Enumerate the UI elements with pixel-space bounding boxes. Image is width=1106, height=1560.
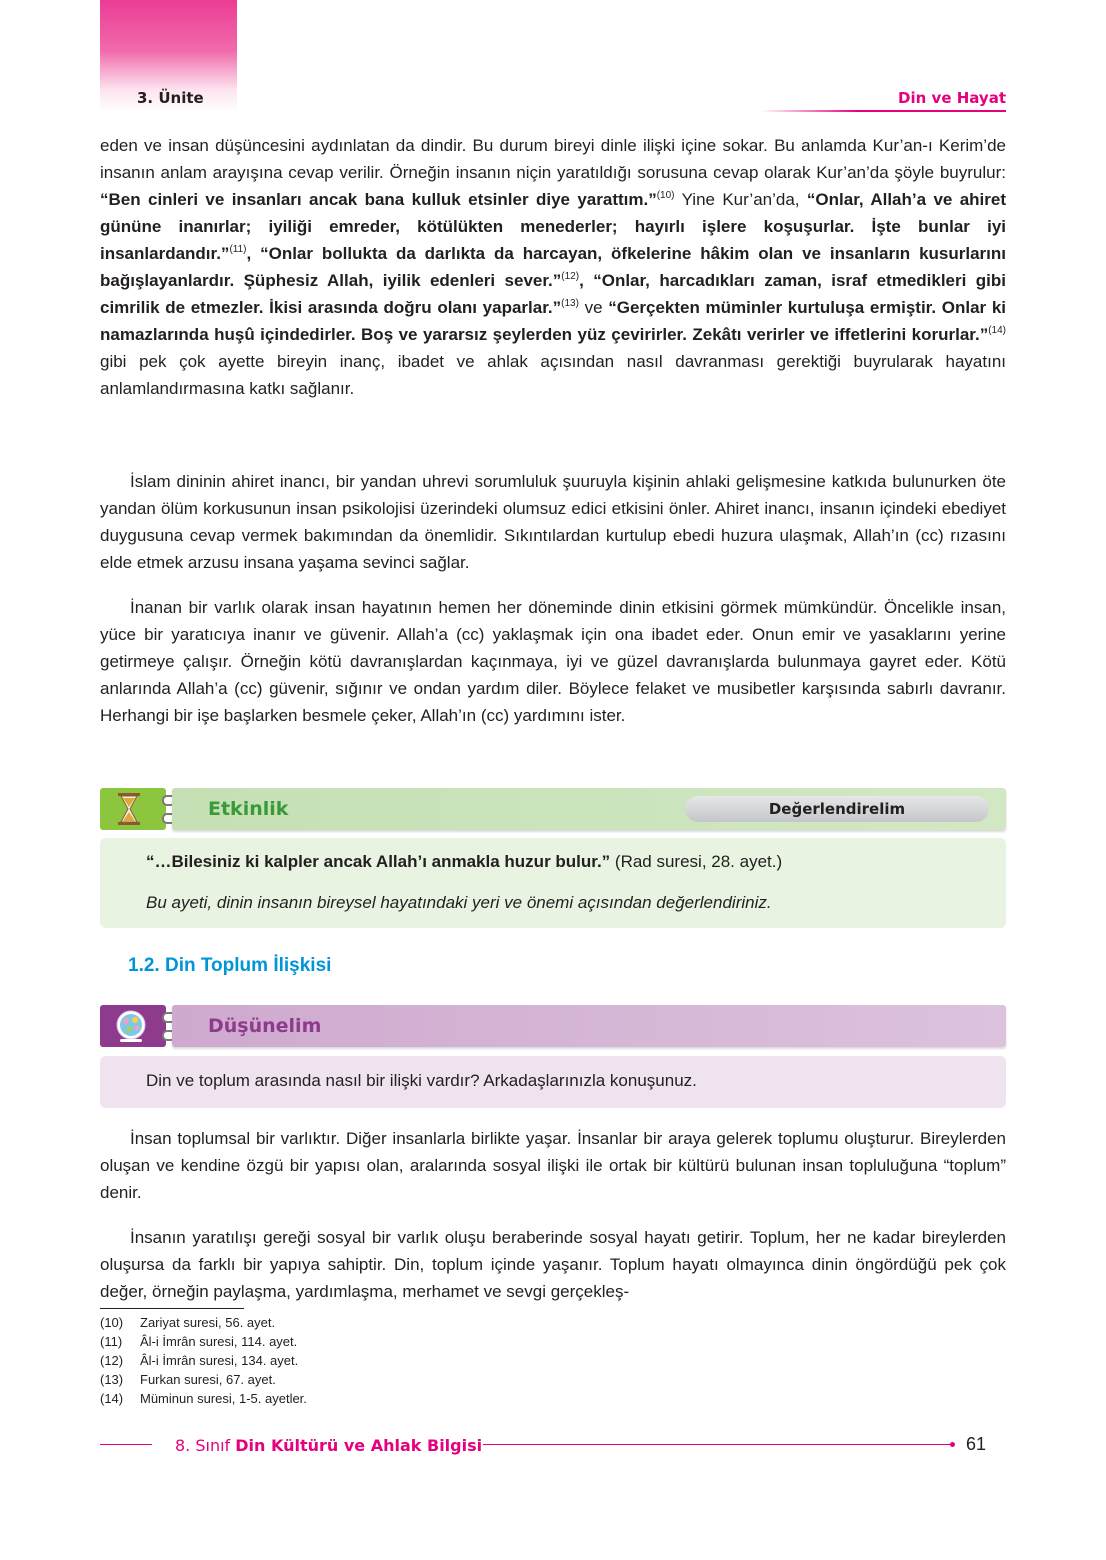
footnote-ref: (12) xyxy=(561,271,580,282)
think-header xyxy=(100,1003,1006,1049)
paragraph-1 xyxy=(100,132,1006,402)
activity-task: Bu ayeti, dinin insanın bireysel hayatındaki yeri ve önemi açısından değerlendiriniz. xyxy=(146,893,772,912)
think-question: Din ve toplum arasında nasıl bir ilişki vardır? Arkadaşlarınızla konuşunuz. xyxy=(146,1071,697,1090)
footnote-ref: (14) xyxy=(988,325,1006,336)
footnote xyxy=(100,1389,307,1408)
activity-quote xyxy=(146,852,782,872)
footnote-number: (11) xyxy=(100,1334,123,1349)
footnote-number: (12) xyxy=(100,1353,124,1368)
page-number: 61 xyxy=(966,1434,987,1454)
paragraph-2: İslam dininin ahiret inancı, bir yandan uhrevi sorumluluk şuuruyla kişinin ahlaki gelişmesine katkıda bulunurken öte yandan ölüm korkusunun insan psikolojisi üzerindeki olumsuz edici etkisini önler. Ahiret inancı, insanın içindeki ebediyet duygusuna cevap vermek bakımından da önemlidir. Sıkıntılardan kurtulup ebedi huzura ulaşmak, Allah’ın (cc) rızasını elde etmek arzusu insana yaşama sevinci sağlar. xyxy=(100,472,1006,572)
footer-book-title xyxy=(175,1436,482,1455)
text: gibi pek çok ayette bireyin inanç, ibadet ve ahlak açısından nasıl davranması gerektiği buyrularak hayatını anlamlandırmasına katkı sağlanır. xyxy=(100,352,1006,398)
footnote-text: Âl-i İmrân suresi, 114. ayet. xyxy=(140,1334,298,1349)
paragraph-4: İnsan toplumsal bir varlıktır. Diğer insanlarla birlikte yaşar. İnsanlar bir araya gelerek toplumu oluşturur. Bireylerden oluşan ve kendine özgü bir yapısı olan, aralarında sosyal ilişki ile ortak bir kültürü bulunan insan topluluğuna “toplum” denir. xyxy=(100,1129,1006,1202)
footnote-rule xyxy=(100,1308,244,1309)
footnote-number: (13) xyxy=(100,1372,124,1387)
activity-body xyxy=(100,838,1006,928)
activity-icon-box xyxy=(100,788,166,830)
verse: , “Onlar, harcadıkları zaman, israf etmedikleri gibi cimrilik de etmezler. İkisi arasında doğru olanı yaparlar.” xyxy=(100,271,1006,317)
brain-globe-icon xyxy=(100,1005,166,1047)
footer-grade: 8. Sınıf xyxy=(175,1436,236,1455)
footnote xyxy=(100,1351,307,1370)
footer-rule-left xyxy=(100,1444,152,1445)
footer-rule-right xyxy=(483,1444,953,1445)
footer-book: Din Kültürü ve Ahlak Bilgisi xyxy=(235,1436,483,1455)
footer-dot xyxy=(950,1442,955,1447)
activity-header xyxy=(100,786,1006,832)
verse: “Onlar, Allah’a ve ahiret gününe inanırlar; iyiliği emreder, kötülükten menederler; hayırlı işlere koşuşurlar. İşte bunlar iyi insanlardandır.” xyxy=(100,190,1007,263)
activity-type-pill: Değerlendirelim xyxy=(685,796,989,822)
section-heading: 1.2. Din Toplum İlişkisi xyxy=(128,955,332,976)
footnote-number: (14) xyxy=(100,1391,124,1406)
paragraph-3: İnanan bir varlık olarak insan hayatının hemen her döneminde dinin etkisini görmek mümkündür. Öncelikle insan, yüce bir yaratıcıya inanır ve güvenir. Allah’a (cc) yaklaşmak için ona ibadet eder. Onun emir ve yasaklarını yerine getirmeye çalışır. Örneğin kötü davranışlardan kaçınmaya, iyi ve güzel davranışlarda bulunmaya gayret eder. Kötü anlarında Allah’a (cc) güvenir, sığınır ve ondan yardım diler. Böylece felaket ve musibetler karşısında sabırlı davranır. Herhangi bir işe başlarken besmele çeker, Allah’ın (cc) yardımını ister. xyxy=(100,598,1006,725)
footnote-ref: (11) xyxy=(229,244,247,255)
text: ve xyxy=(578,298,609,317)
footnote-text: Zariyat suresi, 56. ayet. xyxy=(140,1315,276,1330)
verse-reference: (Rad suresi, 28. ayet.) xyxy=(610,852,783,871)
hourglass-icon xyxy=(100,788,166,830)
think-body xyxy=(100,1056,1006,1108)
text: Yine Kur’an’da, xyxy=(674,190,807,209)
footnote xyxy=(100,1332,307,1351)
footnote-text: Müminun suresi, 1-5. ayetler. xyxy=(140,1391,307,1406)
footnote-text: Âl-i İmrân suresi, 134. ayet. xyxy=(140,1353,299,1368)
activity-label: Etkinlik xyxy=(208,798,289,820)
footnote xyxy=(100,1370,307,1389)
footnote-text: Furkan suresi, 67. ayet. xyxy=(140,1372,276,1387)
think-label: Düşünelim xyxy=(208,1015,322,1037)
text: eden ve insan düşüncesini aydınlatan da dindir. Bu durum bireyi dinle ilişki içine sokar. Bu anlamda Kur’an-ı Kerim’de insanın anlam arayışına cevap verilir. Örneğin insanın niçin yaratıldığı sorusuna cevap olarak Kur’an’da şöyle buyrulur: xyxy=(100,136,1006,182)
header-rule xyxy=(760,110,1006,112)
footnote-ref: (13) xyxy=(561,298,579,309)
footnote xyxy=(100,1313,307,1332)
verse: “Ben cinleri ve insanları ancak bana kulluk etsinler diye yarattım.” xyxy=(100,190,657,209)
chapter-title: Din ve Hayat xyxy=(898,89,1006,107)
unit-label: 3. Ünite xyxy=(137,89,204,107)
footnote-ref: (10) xyxy=(656,190,675,201)
footnotes xyxy=(100,1313,307,1408)
verse: “…Bilesiniz ki kalpler ancak Allah’ı anmakla huzur bulur.” xyxy=(146,852,611,871)
footnote-number: (10) xyxy=(100,1315,124,1330)
verse: “Gerçekten müminler kurtuluşa ermiştir. Onlar ki namazlarında huşû içindedirler. Boş ve yararsız şeylerden yüz çevirirler. Zekâtı verirler ve iffetlerini korurlar.” xyxy=(100,298,1006,344)
verse: , “Onlar bollukta da darlıkta da harcayan, öfkelerine hâkim olan ve insanların kusurlarını bağışlayanlardır. Şüphesiz Allah, iyilik edenleri sever.” xyxy=(100,244,1006,290)
paragraph-5: İnsanın yaratılışı gereği sosyal bir varlık oluşu beraberinde sosyal hayatı getirir. Toplum, her ne kadar bireylerden oluşursa da farklı bir yapıya sahiptir. Din, toplum içinde yaşanır. Toplum hayatı olmayınca dinin öngördüğü pek çok değer, örneğin paylaşma, yardımlaşma, merhamet ve sevgi gerçekleş- xyxy=(100,1228,1006,1301)
think-icon-box xyxy=(100,1005,166,1047)
